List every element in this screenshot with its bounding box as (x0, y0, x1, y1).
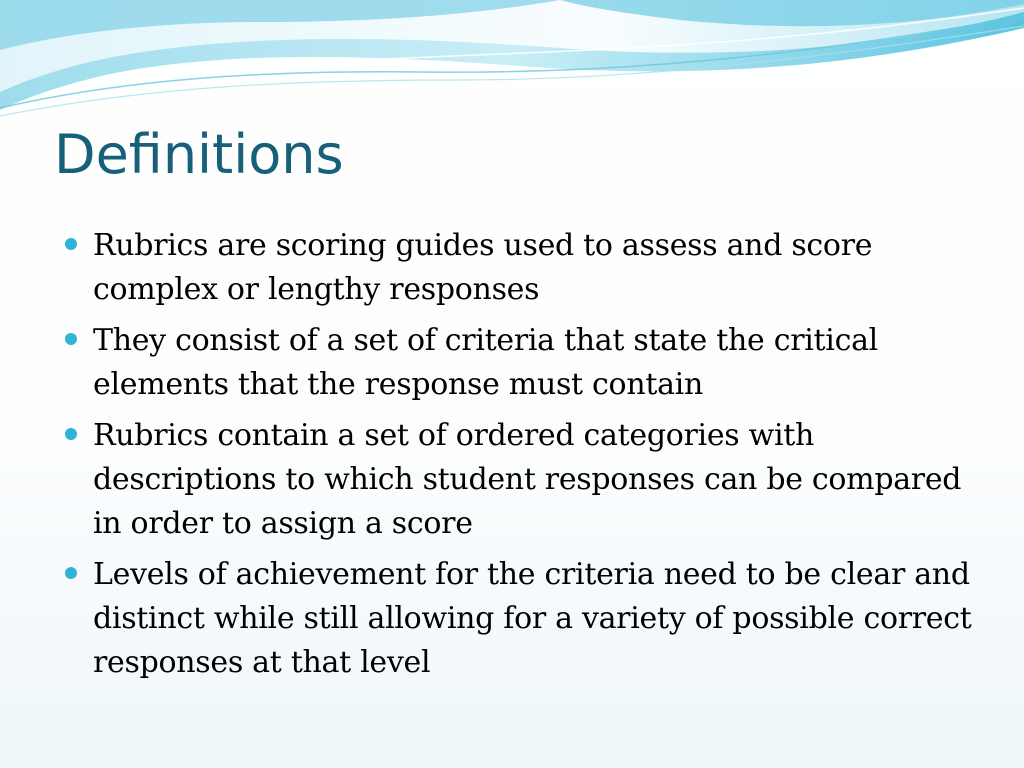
bullet-dot-icon (65, 428, 77, 440)
bullet-item (62, 319, 982, 407)
bullet-item (62, 224, 982, 312)
bullet-list (62, 224, 982, 692)
bullet-text: Rubrics contain a set of ordered categories with descriptions to which student responses can be compared in order to assign a score (93, 418, 962, 541)
bullet-dot-icon (65, 238, 77, 250)
bullet-item (62, 553, 982, 685)
bullet-text: Rubrics are scoring guides used to assess and score complex or lengthy responses (93, 228, 873, 307)
bullet-text: They consist of a set of criteria that state the critical elements that the response must contain (93, 323, 878, 402)
bullet-dot-icon (65, 333, 77, 345)
bullet-text: Levels of achievement for the criteria need to be clear and distinct while still allowing for a variety of possible correct responses at that level (93, 557, 972, 680)
slide-title: Definitions (54, 123, 344, 186)
bullet-item (62, 414, 982, 546)
bullet-dot-icon (65, 567, 77, 579)
header-wave-decoration (0, 0, 1024, 130)
